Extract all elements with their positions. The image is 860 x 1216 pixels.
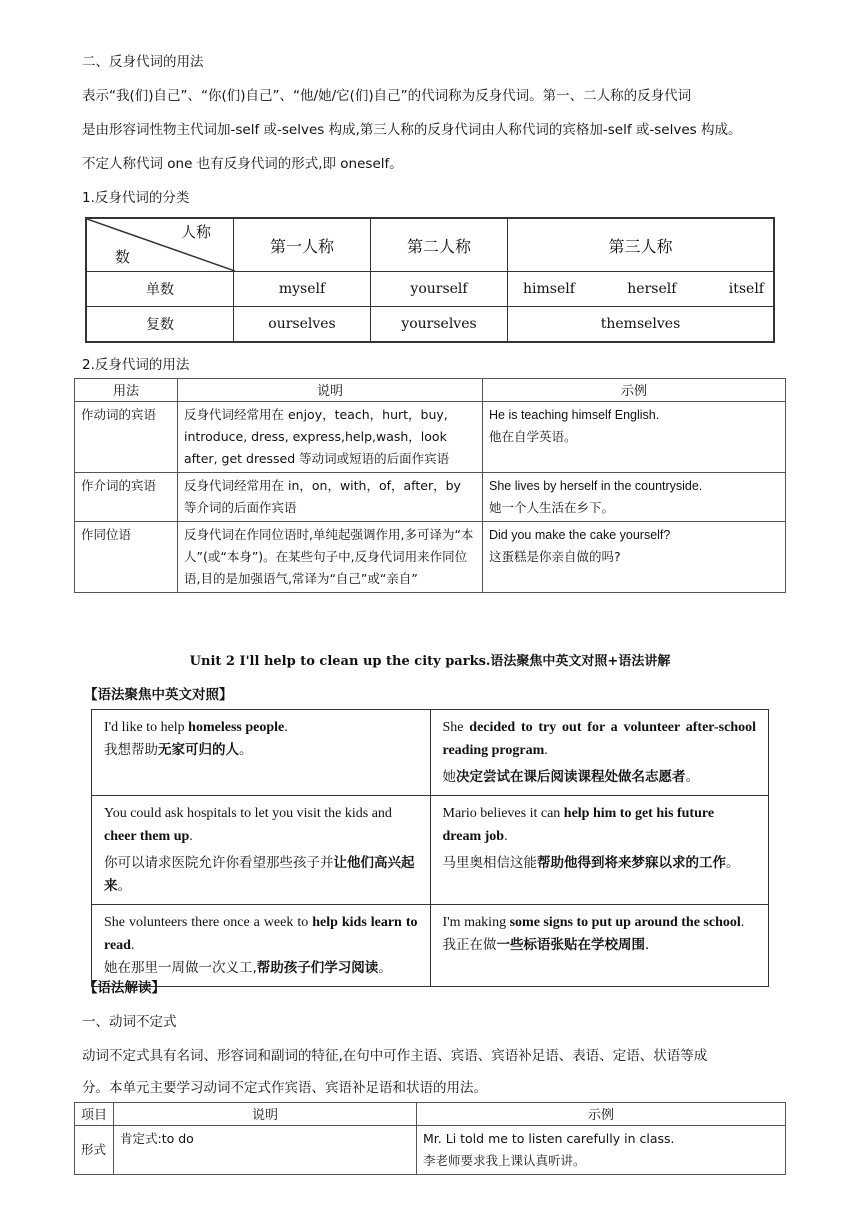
column-header: 第三人称 bbox=[508, 218, 775, 272]
column-header: 用法 bbox=[75, 379, 178, 402]
en-text: I'm making bbox=[442, 915, 510, 930]
zh-text: 她在那里一周做一次义工, bbox=[104, 960, 257, 976]
usage-cell: 作同位语 bbox=[75, 522, 178, 593]
unit-title: Unit 2 I'll help to clean up the city parks.语法聚焦中英文对照+语法讲解 bbox=[189, 654, 671, 669]
example-en: She lives by herself in the countryside. bbox=[489, 479, 703, 493]
zh-bold: 无家可归的人 bbox=[158, 742, 239, 758]
zh-bold: 让他们高兴起来 bbox=[104, 855, 415, 894]
classification-table bbox=[85, 217, 775, 343]
column-header: 示例 bbox=[417, 1103, 786, 1126]
row-label: 复数 bbox=[86, 307, 234, 343]
en-text: . bbox=[284, 720, 288, 735]
inf-intro-line: 动词不定式具有名词、形容词和副词的特征,在句中可作主语、宾语、宾语补足语、表语、定语、状语等成 bbox=[82, 1048, 708, 1064]
zh-text: 我想帮助 bbox=[104, 742, 158, 758]
example-zh: 这蛋糕是你亲自做的吗? bbox=[489, 549, 621, 564]
en-text: You could ask hospitals to let you visit the kids and bbox=[104, 806, 392, 821]
focus-cell bbox=[430, 710, 769, 796]
explain-heading: 【语法解读】 bbox=[84, 980, 165, 996]
pronoun-cell: yourself bbox=[371, 272, 508, 307]
en-bold: decided to try out for a volunteer after-school reading program bbox=[442, 720, 756, 758]
en-text: She volunteers there once a week to bbox=[104, 915, 313, 930]
zh-text: 你可以请求医院允许你看望那些孩子并 bbox=[104, 855, 334, 871]
example-en: Mr. Li told me to listen carefully in class. bbox=[423, 1131, 675, 1146]
table-row bbox=[75, 402, 786, 473]
pronoun-cell: ourselves bbox=[234, 307, 371, 343]
corner-cell bbox=[86, 218, 234, 272]
example-cell bbox=[417, 1126, 786, 1175]
zh-text: 她 bbox=[442, 769, 456, 785]
row-label: 单数 bbox=[86, 272, 234, 307]
focus-cell bbox=[430, 905, 769, 987]
zh-text: 我正在做 bbox=[442, 937, 497, 953]
description-cell: 反身代词经常用在 enjoy，teach，hurt，buy, introduce, dress, express,help,wash，look after, get dressed 等动词或短语的后面作宾语 bbox=[178, 402, 483, 473]
en-text: Mario believes it can bbox=[442, 806, 564, 821]
en-text: . bbox=[130, 938, 135, 953]
example-cell bbox=[483, 522, 786, 593]
section-title: 一、动词不定式 bbox=[82, 1014, 177, 1030]
example-zh: 他在自学英语。 bbox=[489, 429, 577, 444]
en-text: . bbox=[504, 829, 508, 844]
pronoun: herself bbox=[627, 281, 677, 297]
en-bold: cheer them up bbox=[104, 829, 190, 844]
column-header: 第二人称 bbox=[371, 218, 508, 272]
en-bold: homeless people bbox=[188, 720, 285, 735]
en-bold: some signs to put up around the school bbox=[509, 915, 741, 930]
focus-cell bbox=[430, 796, 769, 905]
focus-cell bbox=[92, 796, 431, 905]
en-text: I'd like to help bbox=[104, 720, 189, 735]
pronoun: itself bbox=[728, 281, 764, 297]
example-en: Did you make the cake yourself? bbox=[489, 528, 671, 542]
zh-text: 马里奥相信这能 bbox=[442, 855, 537, 871]
column-header: 项目 bbox=[75, 1103, 114, 1126]
corner-bottom-label: 数 bbox=[115, 248, 131, 266]
en-text: . bbox=[544, 743, 548, 758]
intro-line: 不定人称代词 one 也有反身代词的形式,即 oneself。 bbox=[82, 156, 403, 172]
focus-cell bbox=[92, 905, 431, 987]
zh-text: 。 bbox=[239, 742, 253, 758]
zh-text: . bbox=[645, 937, 650, 953]
inf-intro-line: 分。本单元主要学习动词不定式作宾语、宾语补足语和状语的用法。 bbox=[82, 1080, 487, 1096]
zh-text: 。 bbox=[726, 855, 740, 871]
en-text: . bbox=[189, 829, 193, 844]
column-header: 说明 bbox=[178, 379, 483, 402]
zh-text: 。 bbox=[117, 878, 131, 894]
section-title: 二、反身代词的用法 bbox=[82, 54, 204, 70]
description-cell: 反身代词经常用在 in，on，with，of，after，by 等介词的后面作宾语 bbox=[178, 473, 483, 522]
en-bold: help him to get his future dream job bbox=[442, 806, 715, 844]
diagonal-line bbox=[87, 219, 235, 271]
intro-line: 是由形容词性物主代词加-self 或-selves 构成,第三人称的反身代词由人称代词的宾格加-self 或-selves 构成。 bbox=[82, 122, 742, 138]
table-row bbox=[75, 473, 786, 522]
en-text: . bbox=[740, 915, 745, 930]
item-cell: 形式 bbox=[75, 1126, 114, 1175]
pronoun-cell: themselves bbox=[508, 307, 775, 343]
example-zh: 她一个人生活在乡下。 bbox=[489, 500, 615, 515]
focus-cell bbox=[92, 710, 431, 796]
focus-table bbox=[91, 709, 769, 987]
column-header: 第一人称 bbox=[234, 218, 371, 272]
en-text: She bbox=[442, 720, 470, 735]
usage-cell: 作动词的宾语 bbox=[75, 402, 178, 473]
usage-cell: 作介词的宾语 bbox=[75, 473, 178, 522]
classification-heading: 1.反身代词的分类 bbox=[82, 190, 190, 206]
column-header: 说明 bbox=[114, 1103, 417, 1126]
description-cell: 反身代词在作同位语时,单纯起强调作用,多可译为“本人”(或“本身”)。在某些句子中,反身代词用来作同位语,目的是加强语气,常译为“自己”或“亲自” bbox=[178, 522, 483, 593]
example-en: He is teaching himself English. bbox=[489, 408, 660, 422]
zh-bold: 帮助孩子们学习阅读 bbox=[256, 960, 379, 976]
table-row bbox=[75, 522, 786, 593]
table-row bbox=[75, 1126, 786, 1175]
usage-table bbox=[74, 378, 786, 593]
zh-text: 。 bbox=[378, 960, 392, 976]
description-cell: 肯定式:to do bbox=[114, 1126, 417, 1175]
pronoun-cell bbox=[508, 272, 775, 307]
corner-top-label: 人称 bbox=[180, 223, 211, 241]
focus-heading: 【语法聚焦中英文对照】 bbox=[84, 687, 233, 703]
zh-text: 。 bbox=[685, 769, 699, 785]
infinitive-table bbox=[74, 1102, 786, 1175]
example-zh: 李老师要求我上课认真听讲。 bbox=[423, 1153, 586, 1168]
zh-bold: 帮助他得到将来梦寐以求的工作 bbox=[537, 855, 726, 871]
zh-bold: 决定尝试在课后阅读课程处做名志愿者 bbox=[456, 769, 686, 785]
en-bold: help kids learn to read bbox=[104, 915, 418, 953]
example-cell bbox=[483, 402, 786, 473]
zh-bold: 一些标语张贴在学校周围 bbox=[496, 937, 645, 953]
pronoun: himself bbox=[523, 281, 575, 297]
intro-line: 表示“我(们)自己”、“你(们)自己”、“他/她/它(们)自己”的代词称为反身代词。第一、二人称的反身代词 bbox=[82, 88, 692, 104]
example-cell bbox=[483, 473, 786, 522]
usage-heading: 2.反身代词的用法 bbox=[82, 357, 190, 373]
pronoun-cell: myself bbox=[234, 272, 371, 307]
column-header: 示例 bbox=[483, 379, 786, 402]
pronoun-cell: yourselves bbox=[371, 307, 508, 343]
